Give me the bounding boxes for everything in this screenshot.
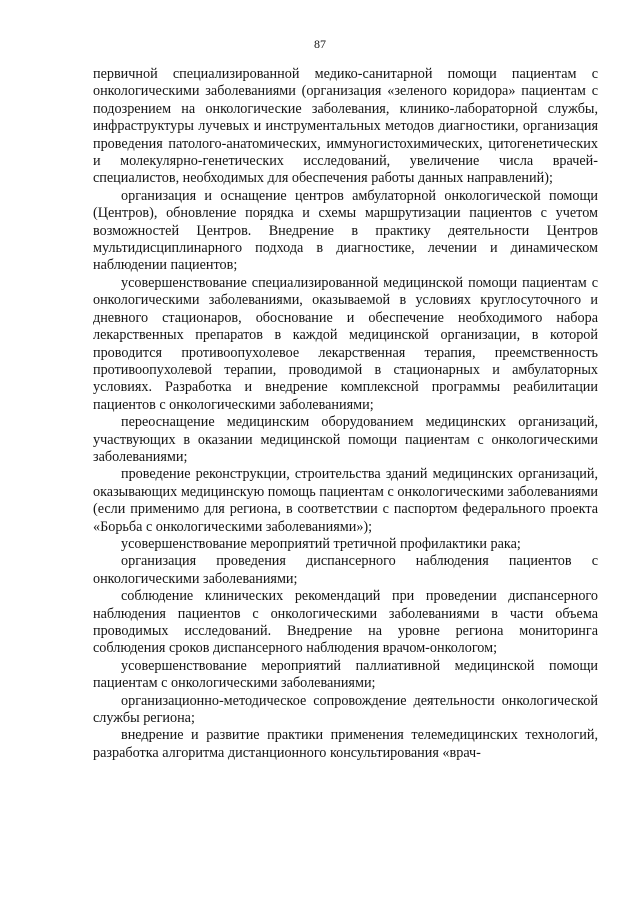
paragraph-7: организация проведения диспансерного наблюдения пациентов с онкологическими заболеваниями;: [93, 553, 598, 587]
paragraph-11: внедрение и развитие практики применения телемедицинских технологий, разработка алгоритма дистанционного консультирования «врач-: [93, 727, 598, 761]
paragraph-4: переоснащение медицинским оборудованием медицинских организаций, участвующих в оказании медицинской помощи пациентам с онкологическими заболеваниями;: [93, 414, 598, 465]
paragraph-5: проведение реконструкции, строительства зданий медицинских организаций, оказывающих медицинскую помощь пациентам с онкологическими заболеваниями (если применимо для региона, в соответствии с паспортом федерального проекта «Борьба с онкологическими заболеваниями»);: [93, 466, 598, 535]
body-text: [93, 66, 598, 762]
paragraph-2: организация и оснащение центров амбулаторной онкологической помощи (Центров), обновление порядка и схемы маршрутизации пациентов с учетом возможностей Центров. Внедрение в практику деятельности Центров мультидисциплинарного подхода в диагностике, лечении и динамическом наблюдении пациентов;: [93, 187, 598, 274]
paragraph-10: организационно-методическое сопровождение деятельности онкологической службы региона;: [93, 692, 598, 727]
paragraph-8: соблюдение клинических рекомендаций при проведении диспансерного наблюдения пациентов с онкологическими заболеваниями в части объема проводимых исследований. Внедрение на уровне региона мониторинга соблюдения сроков диспансерного наблюдения врачом-онкологом;: [93, 588, 598, 657]
paragraph-9: усовершенствование мероприятий паллиативной медицинской помощи пациентам с онкологическими заболеваниями;: [93, 657, 598, 692]
paragraph-1: первичной специализированной медико-санитарной помощи пациентам с онкологическими заболеваниями (организация «зеленого коридора» пациентам с подозрением на онкологические заболевания, клинико-лабораторной службы, инфраструктуры лучевых и инструментальных методов диагностики, организация проведения патолого-анатомических, иммуногистохимических, цитогенетических и молекулярно-генетических исследований, увеличение числа врачей-специалистов, необходимых для обеспечения работы данных направлений);: [93, 66, 598, 187]
paragraph-6: усовершенствование мероприятий третичной профилактики рака;: [121, 535, 521, 552]
paragraph-3: усовершенствование специализированной медицинской помощи пациентам с онкологическими заболеваниями, оказываемой в условиях круглосуточного и дневного стационаров, обоснование и обеспечение необходимого набора лекарственных препаратов в каждой медицинской организации, в которой проводится противоопухолевое лекарственная терапия, преемственность противоопухолевой терапии, проводимой в стационарных и амбулаторных условиях. Разработка и внедрение комплексной программы реабилитации пациентов с онкологическими заболеваниями;: [93, 274, 598, 413]
page-number: 87: [314, 37, 326, 51]
